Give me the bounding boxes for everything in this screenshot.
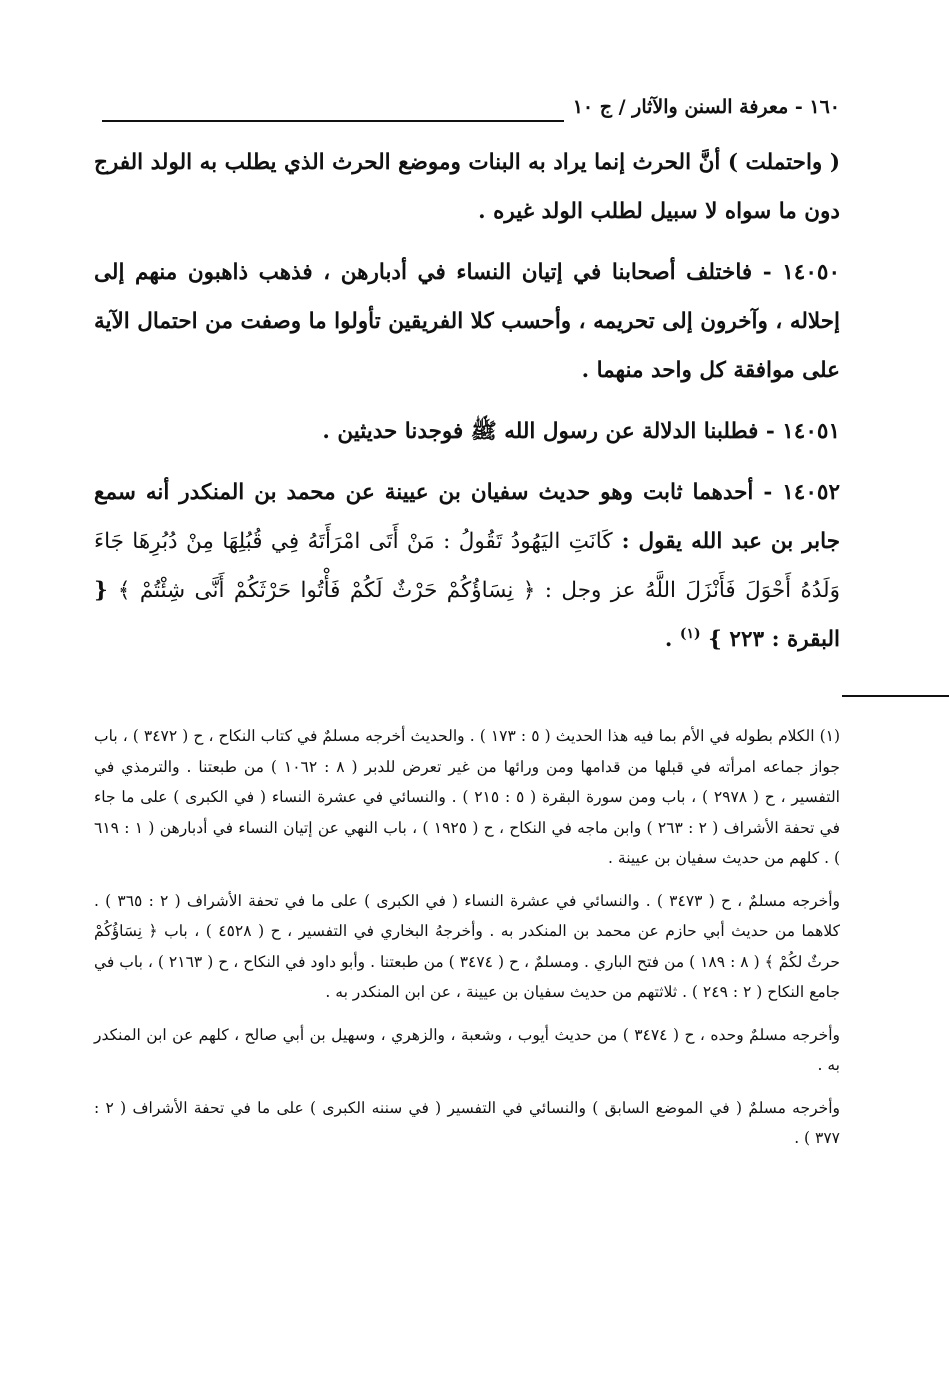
paragraph: ١٤٠٥١ - فطلبنا الدلالة عن رسول الله ﷺ فوجدنا حديثين . [322, 419, 840, 444]
book-page [94, 80, 840, 1166]
hadith-quote: كَانَتِ اليَهُودُ تَقُولُ : مَنْ أَتَى امْرَأَتَهُ فِي قُبُلِهَا مِنْ دُبُرِهَا جَاءَ وَلَدُهُ أَحْوَلَ فَأَنْزَلَ اللَّهُ عز وجل : ﴿ نِسَاؤُكُمْ حَرْثٌ لَكُمْ فَأْتُوا حَرْثَكُمْ أَنَّى شِئْتُمْ ﴾ [94, 529, 840, 603]
hadith-end: . [664, 627, 673, 652]
main-text [94, 138, 840, 664]
footnote-divider [842, 695, 949, 697]
paragraph: ( واحتملت ) أنَّ الحرث إنما يراد به البنات وموضع الحرث الذي يطلب به الولد الفرج دون ما سواه لا سبيل لطلب الولد غيره . [94, 150, 840, 224]
paragraph: ١٤٠٥٠ - فاختلف أصحابنا في إتيان النساء في أدبارهن ، فذهب ذاهبون منهم إلى إحلاله ، وآخرون إلى تحريمه ، وأحسب كلا الفريقين تأولوا ما وصفت من احتمال الآية على موافقة كل واحد منهما . [94, 260, 840, 383]
footnote: (١) الكلام بطوله في الأم بما فيه هذا الحديث ( ٥ : ١٧٣ ) . والحديث أخرجه مسلمٌ في كتاب النكاح ، ح ( ٣٤٧٢ ) ، باب جواز جماعه امرأته في قبلها من قدامها ومن ورائها من غير تعرض للدبر ( ٨ : ١٠٦٢ ) من طبعتنا . والترمذي في التفسير ، ح ( ٢٩٧٨ ) ، باب ومن سورة البقرة ( ٥ : ٢١٥ ) . والنسائي في عشرة النساء ( في الكبرى ) على ما جاء في تحفة الأشراف ( ٢ : ٢٦٣ ) وابن ماجه في النكاح ، ح ( ١٩٢٥ ) ، باب النهي عن إتيان النساء في أدبارهن ( ١ : ٦١٩ ) . كلهم من حديث سفيان بن عيينة . [94, 727, 841, 867]
header-rule [102, 120, 564, 122]
footnote: وأخرجه مسلمٌ ( في الموضع السابق ) والنسائي في التفسير ( في سننه الكبرى ) على ما في تحفة الأشراف ( ٢ : ٣٧٧ ) . [94, 1098, 840, 1147]
footnote-marker: (١) [679, 625, 701, 642]
running-title: ١٦٠ - معرفة السنن والآثار / ج ١٠ [572, 96, 840, 118]
quran-citation: { البقرة : ٢٢٣ } [94, 578, 840, 652]
page-header [94, 80, 840, 126]
hadith-intro: ١٤٠٥٢ - أحدهما ثابت وهو حديث سفيان بن عيينة عن محمد بن المنكدر أنه سمع جابر بن عبد الله يقول : [94, 480, 840, 554]
hadith-paragraph [94, 468, 840, 664]
footnote: وأخرجه مسلمٌ وحده ، ح ( ٣٤٧٤ ) من حديث أيوب ، وشعبة ، والزهري ، وسهيل بن أبي صالح ، كلهم عن ابن المنكدر به . [94, 1025, 840, 1074]
footnotes [94, 721, 840, 1154]
footnote: وأخرجه مسلمٌ ، ح ( ٣٤٧٣ ) . والنسائي في عشرة النساء ( في الكبرى ) على ما في تحفة الأشراف ( ٢ : ٣٦٥ ) . كلاهما من حديث أبي حازم عن محمد بن المنكدر به . وأخرجهُ البخاري في التفسير ، ح ( ٤٥٢٨ ) ، باب ﴿ نِسَاؤُكُمْ حرثٌ لكُمْ ﴾ ( ٨ : ١٨٩ ) من فتح الباري . ومسلمٌ ، ح ( ٣٤٧٤ ) من طبعتنا . وأبو داود في النكاح ، ح ( ٢١٦٣ ) ، باب في جامع النكاح ( ٢ : ٢٤٩ ) . ثلاثتهم من حديث سفيان بن عيينة ، عن ابن المنكدر به . [94, 891, 840, 1001]
